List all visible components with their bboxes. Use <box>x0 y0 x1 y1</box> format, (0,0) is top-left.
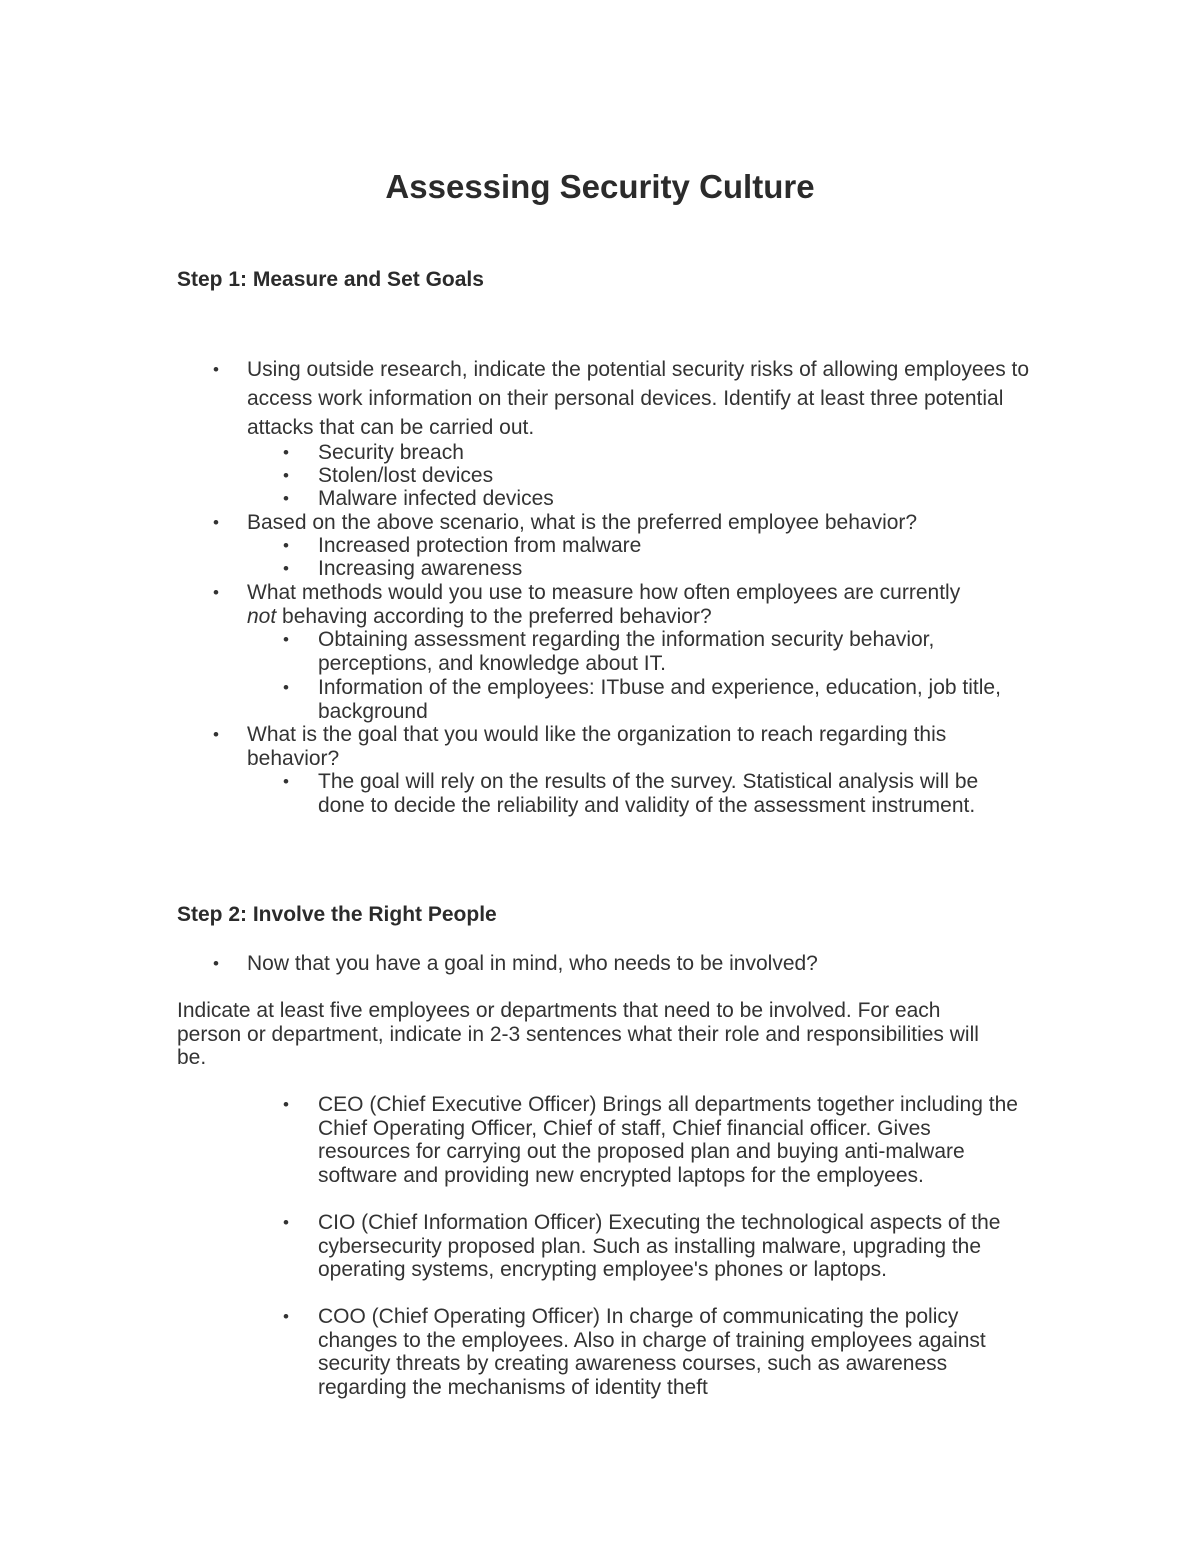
answer-item: Increased protection from malware <box>318 534 642 557</box>
bullet-icon: • <box>283 1213 289 1232</box>
bullet-icon: • <box>283 678 289 697</box>
step-1-heading: Step 1: Measure and Set Goals <box>177 268 484 291</box>
bullet-icon: • <box>213 513 219 532</box>
step-1-question-3: What methods would you use to measure how often employees are currently not behaving according to the preferred behavior? <box>247 581 961 628</box>
answer-item: The goal will rely on the results of the survey. Statistical analysis will be done to decide the reliability and validity of the assessment instrument. <box>318 770 979 817</box>
bullet-icon: • <box>213 725 219 744</box>
bullet-icon: • <box>283 1307 289 1326</box>
answer-item: Malware infected devices <box>318 487 554 510</box>
bullet-icon: • <box>283 772 289 791</box>
bullet-icon: • <box>283 536 289 555</box>
bullet-icon: • <box>283 443 289 462</box>
step-2-heading: Step 2: Involve the Right People <box>177 903 497 926</box>
answer-item: Security breach <box>318 441 464 464</box>
bullet-icon: • <box>213 583 219 602</box>
bullet-icon: • <box>283 489 289 508</box>
bullet-icon: • <box>283 466 289 485</box>
bullet-icon: • <box>283 1095 289 1114</box>
answer-item: Increasing awareness <box>318 557 523 580</box>
bullet-icon: • <box>213 360 219 379</box>
answer-item: Stolen/lost devices <box>318 464 494 487</box>
answer-item: Obtaining assessment regarding the information security behavior, perceptions, and knowledge about IT. <box>318 628 935 675</box>
step-1-question-2: Based on the above scenario, what is the preferred employee behavior? <box>247 511 918 534</box>
bullet-icon: • <box>283 559 289 578</box>
step-2-instructions: Indicate at least five employees or departments that need to be involved. For each person or department, indicate in 2-3 sentences what their role and responsibilities will be. <box>177 999 979 1069</box>
step-2-question-1: Now that you have a goal in mind, who needs to be involved? <box>247 952 818 975</box>
role-cio: CIO (Chief Information Officer) Executing the technological aspects of the cybersecurity proposed plan. Such as installing malware, upgrading the operating systems, encrypting employee's phones or laptops. <box>318 1211 1001 1281</box>
answer-item: Information of the employees: ITbuse and experience, education, job title, background <box>318 676 1001 723</box>
emphasis-text: not <box>247 604 277 628</box>
document-title: Assessing Security Culture <box>385 168 815 205</box>
bullet-icon: • <box>213 954 219 973</box>
step-1-question-4: What is the goal that you would like the organization to reach regarding this behavior? <box>247 723 947 770</box>
role-ceo: CEO (Chief Executive Officer) Brings all departments together including the Chief Operating Officer, Chief of staff, Chief financial officer. Gives resources for carrying out the proposed plan and buying anti-malware software and providing new encrypted laptops for the employees. <box>318 1093 1018 1187</box>
role-coo: COO (Chief Operating Officer) In charge of communicating the policy changes to the employees. Also in charge of training employees against security threats by creating awareness courses, such as awareness regarding the mechanisms of identity theft <box>318 1305 986 1399</box>
step-1-question-1: Using outside research, indicate the potential security risks of allowing employees to access work information on their personal devices. Identify at least three potential attacks that can be carried out. <box>247 358 1030 439</box>
bullet-icon: • <box>283 630 289 649</box>
